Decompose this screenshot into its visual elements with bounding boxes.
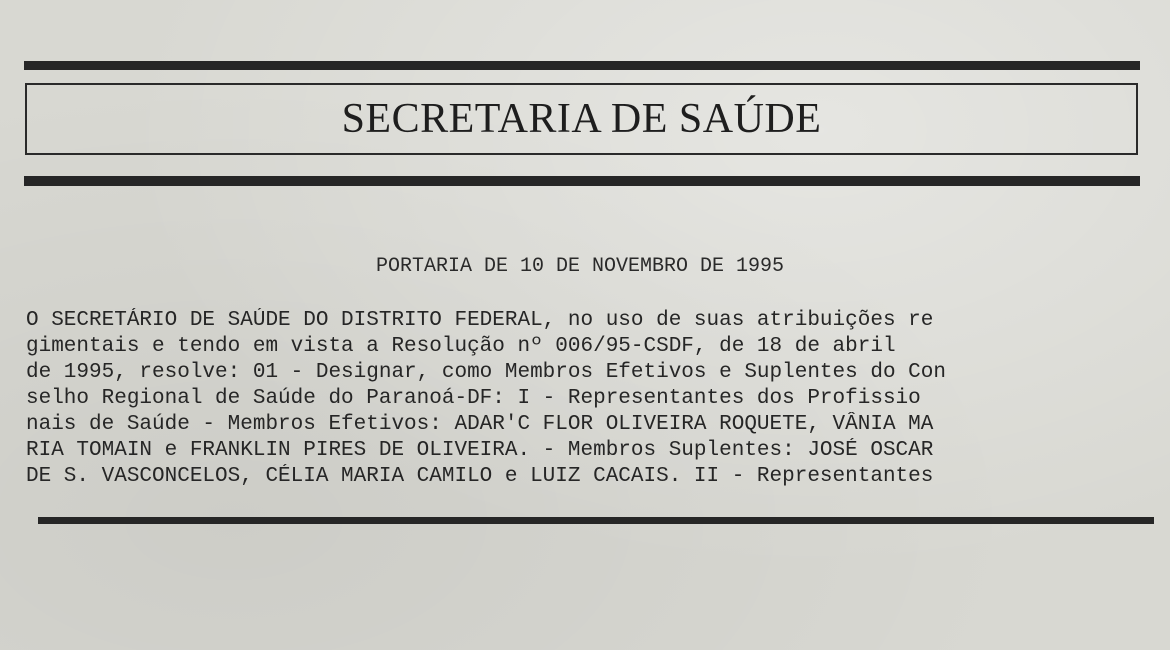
body-line: RIA TOMAIN e FRANKLIN PIRES DE OLIVEIRA. - Membros Suplentes: JOSÉ OSCAR (26, 439, 934, 462)
header-bottom-rule (24, 176, 1140, 186)
body-line: gimentais e tendo em vista a Resolução nº 006/95-CSDF, de 18 de abril (26, 335, 896, 358)
top-rule (24, 61, 1140, 70)
portaria-title: PORTARIA DE 10 DE NOVEMBRO DE 1995 (375, 255, 785, 278)
section-title: SECRETARIA DE SAÚDE (341, 96, 822, 142)
body-line: O SECRETÁRIO DE SAÚDE DO DISTRITO FEDERAL, no uso de suas atribuições re (26, 309, 934, 332)
body-line: de 1995, resolve: 01 - Designar, como Membros Efetivos e Suplentes do Con (26, 361, 946, 384)
body-line: selho Regional de Saúde do Paranoá-DF: I - Representantes dos Profissio (26, 387, 921, 410)
portaria-body (26, 308, 1156, 490)
body-line: nais de Saúde - Membros Efetivos: ADAR'C FLOR OLIVEIRA ROQUETE, VÂNIA MA (26, 413, 934, 436)
body-line: DE S. VASCONCELOS, CÉLIA MARIA CAMILO e LUIZ CACAIS. II - Representantes (26, 465, 934, 488)
bottom-rule (38, 517, 1154, 524)
section-header-box (25, 83, 1138, 155)
